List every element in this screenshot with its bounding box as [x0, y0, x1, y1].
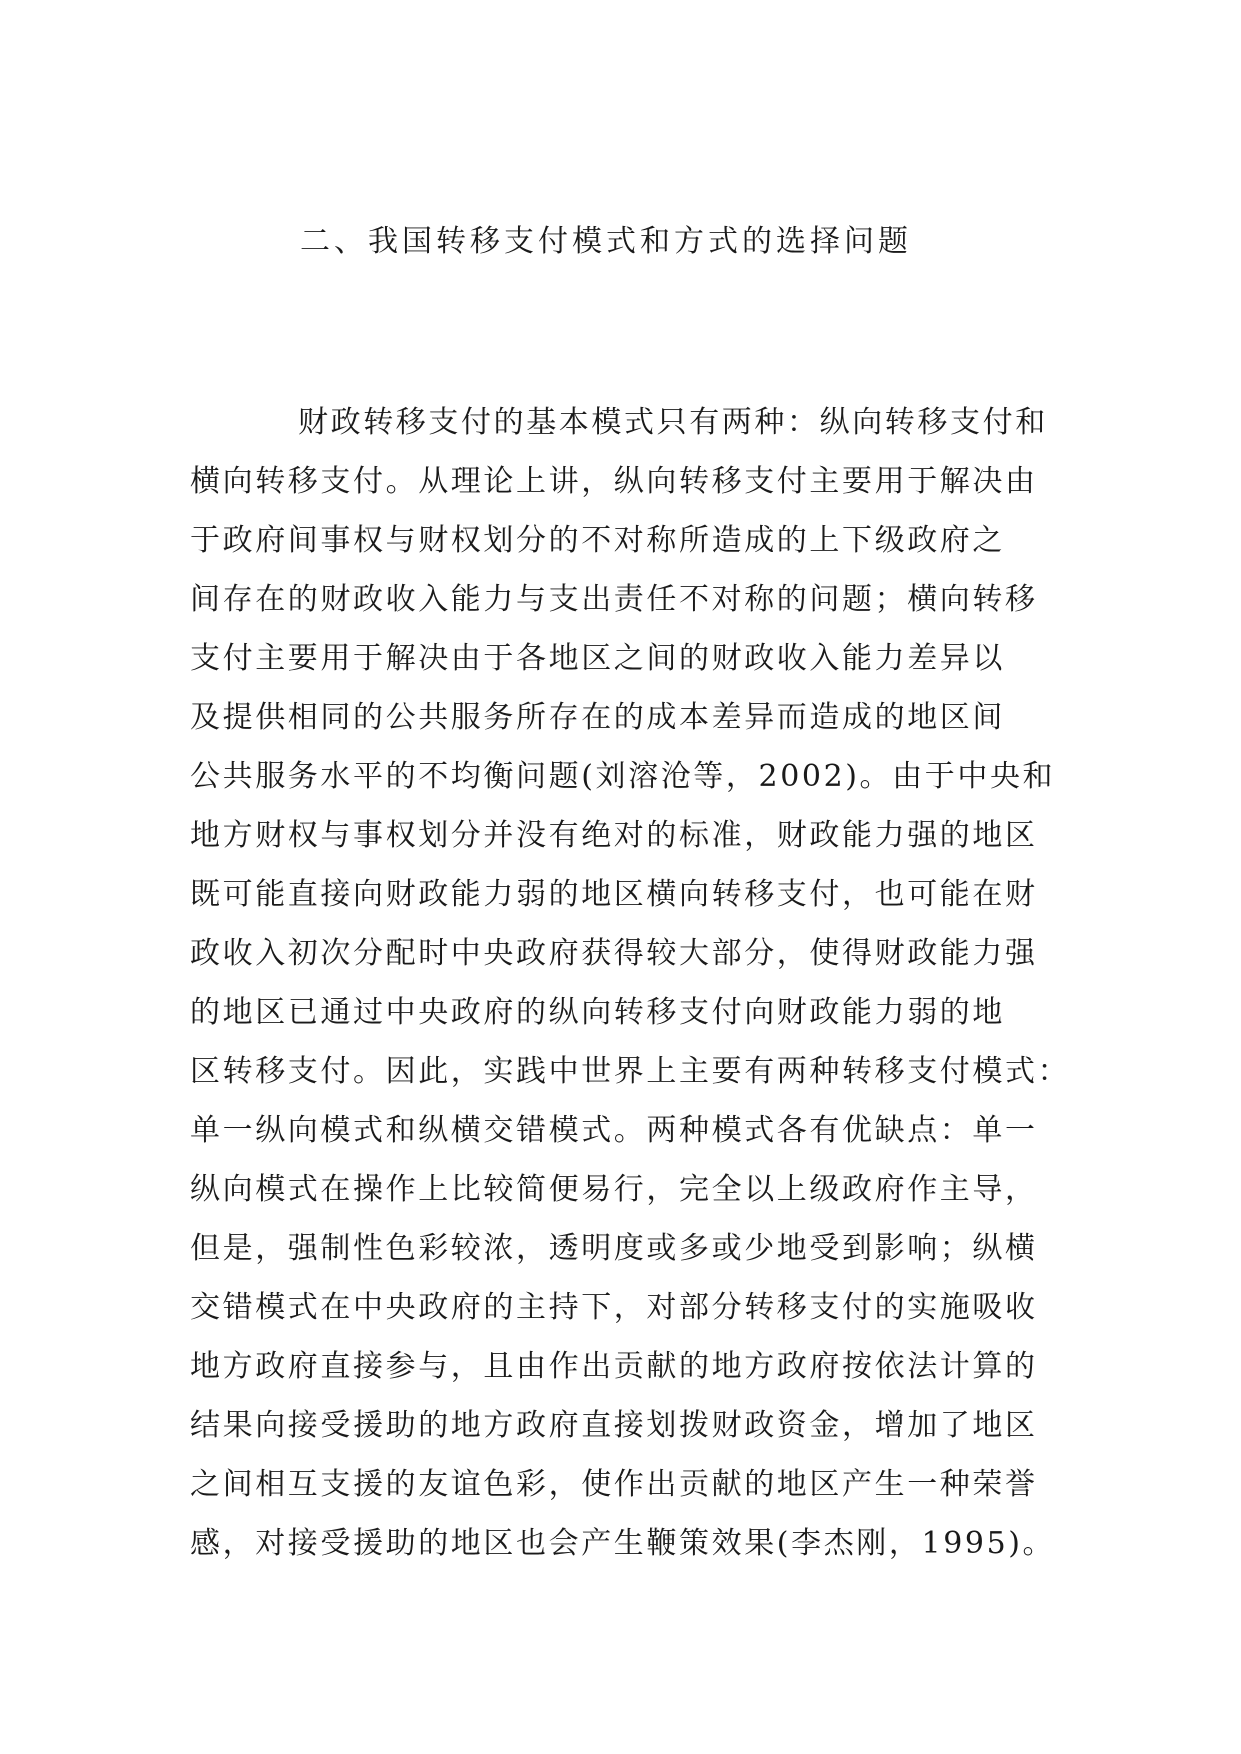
paragraph-line: 纵向模式在操作上比较简便易行，完全以上级政府作主导，	[190, 1172, 1038, 1207]
paragraph-line: 结果向接受援助的地方政府直接划拨财政资金，增加了地区	[190, 1408, 1038, 1443]
paragraph-line: 但是，强制性色彩较浓，透明度或多或少地受到影响；纵横	[190, 1231, 1038, 1266]
paragraph-line: 感，对接受援助的地区也会产生鞭策效果(李杰刚，1995)。	[190, 1526, 1056, 1561]
paragraph-line: 之间相互支援的友谊色彩，使作出贡献的地区产生一种荣誉	[190, 1467, 1038, 1502]
body-paragraph	[190, 393, 1070, 1573]
paragraph-line: 政收入初次分配时中央政府获得较大部分，使得财政能力强	[190, 936, 1038, 971]
paragraph-line: 地方财权与事权划分并没有绝对的标准，财政能力强的地区	[190, 818, 1038, 853]
paragraph-line: 交错模式在中央政府的主持下，对部分转移支付的实施吸收	[190, 1290, 1038, 1325]
paragraph-line: 的地区已通过中央政府的纵向转移支付向财政能力弱的地	[190, 995, 1005, 1030]
paragraph-line: 支付主要用于解决由于各地区之间的财政收入能力差异以	[190, 641, 1005, 676]
paragraph-line: 地方政府直接参与，且由作出贡献的地方政府按依法计算的	[190, 1349, 1038, 1384]
paragraph-line: 及提供相同的公共服务所存在的成本差异而造成的地区间	[190, 700, 1005, 735]
paragraph-line: 既可能直接向财政能力弱的地区横向转移支付，也可能在财	[190, 877, 1038, 912]
paragraph-line: 间存在的财政收入能力与支出责任不对称的问题；横向转移	[190, 582, 1038, 617]
paragraph-line: 横向转移支付。从理论上讲，纵向转移支付主要用于解决由	[190, 464, 1038, 499]
paragraph-line: 于政府间事权与财权划分的不对称所造成的上下级政府之	[190, 523, 1005, 558]
paragraph-line: 单一纵向模式和纵横交错模式。两种模式各有优缺点：单一	[190, 1113, 1038, 1148]
section-heading: 二、我国转移支付模式和方式的选择问题	[300, 224, 912, 259]
paragraph-line: 财政转移支付的基本模式只有两种：纵向转移支付和	[298, 405, 1048, 440]
paragraph-line: 公共服务水平的不均衡问题(刘溶沧等，2002)。由于中央和	[190, 759, 1056, 794]
paragraph-line: 区转移支付。因此，实践中世界上主要有两种转移支付模式：	[190, 1054, 1071, 1089]
